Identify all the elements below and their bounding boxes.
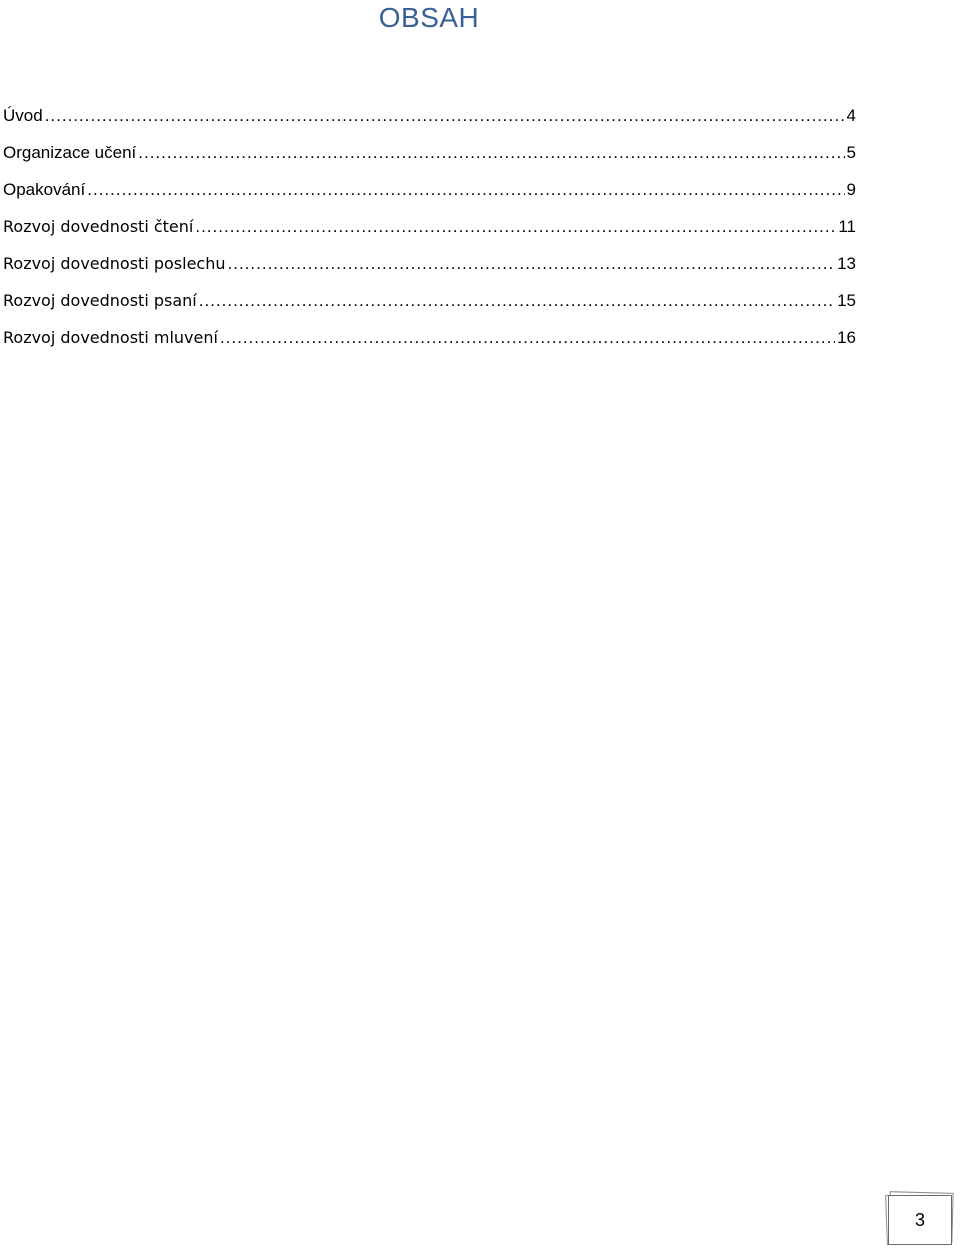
toc-entry-opakovani[interactable] xyxy=(3,171,856,208)
toc-entry-label: Organizace učení xyxy=(3,143,137,162)
toc-entry-label: Úvod xyxy=(3,106,43,125)
toc-entry-label: Rozvoj dovednosti mluvení xyxy=(3,328,218,347)
toc-entry-label: Opakování xyxy=(3,180,86,199)
toc-leader-dots xyxy=(195,208,836,245)
toc-entry-page: 16 xyxy=(837,328,856,347)
page-number-badge xyxy=(886,1192,954,1246)
toc-entry-rozvoj-poslechu[interactable] xyxy=(3,245,856,282)
toc-entry-organizace-uceni[interactable] xyxy=(3,134,856,171)
toc-leader-dots xyxy=(220,319,835,356)
toc-entry-label: Rozvoj dovednosti čtení xyxy=(3,217,194,236)
toc-entry-page: 13 xyxy=(837,254,856,273)
table-of-contents xyxy=(3,97,856,356)
toc-entry-label: Rozvoj dovednosti poslechu xyxy=(3,254,226,273)
toc-entry-rozvoj-mluveni[interactable] xyxy=(3,319,856,356)
page-number: 3 xyxy=(888,1195,952,1245)
toc-entry-page: 5 xyxy=(846,143,856,162)
page-title: OBSAH xyxy=(378,2,480,33)
toc-entry-page: 9 xyxy=(846,180,856,199)
toc-leader-dots xyxy=(199,282,835,319)
toc-leader-dots xyxy=(228,245,836,282)
toc-leader-dots xyxy=(138,134,844,171)
toc-entry-page: 4 xyxy=(846,106,856,125)
toc-entry-rozvoj-cteni[interactable] xyxy=(3,208,856,245)
toc-entry-page: 15 xyxy=(837,291,856,310)
toc-entry-uvod[interactable] xyxy=(3,97,856,134)
toc-entry-rozvoj-psani[interactable] xyxy=(3,282,856,319)
toc-entry-page: 11 xyxy=(838,217,856,236)
toc-leader-dots xyxy=(87,171,844,208)
toc-entry-label: Rozvoj dovednosti psaní xyxy=(3,291,197,310)
toc-leader-dots xyxy=(45,97,845,134)
